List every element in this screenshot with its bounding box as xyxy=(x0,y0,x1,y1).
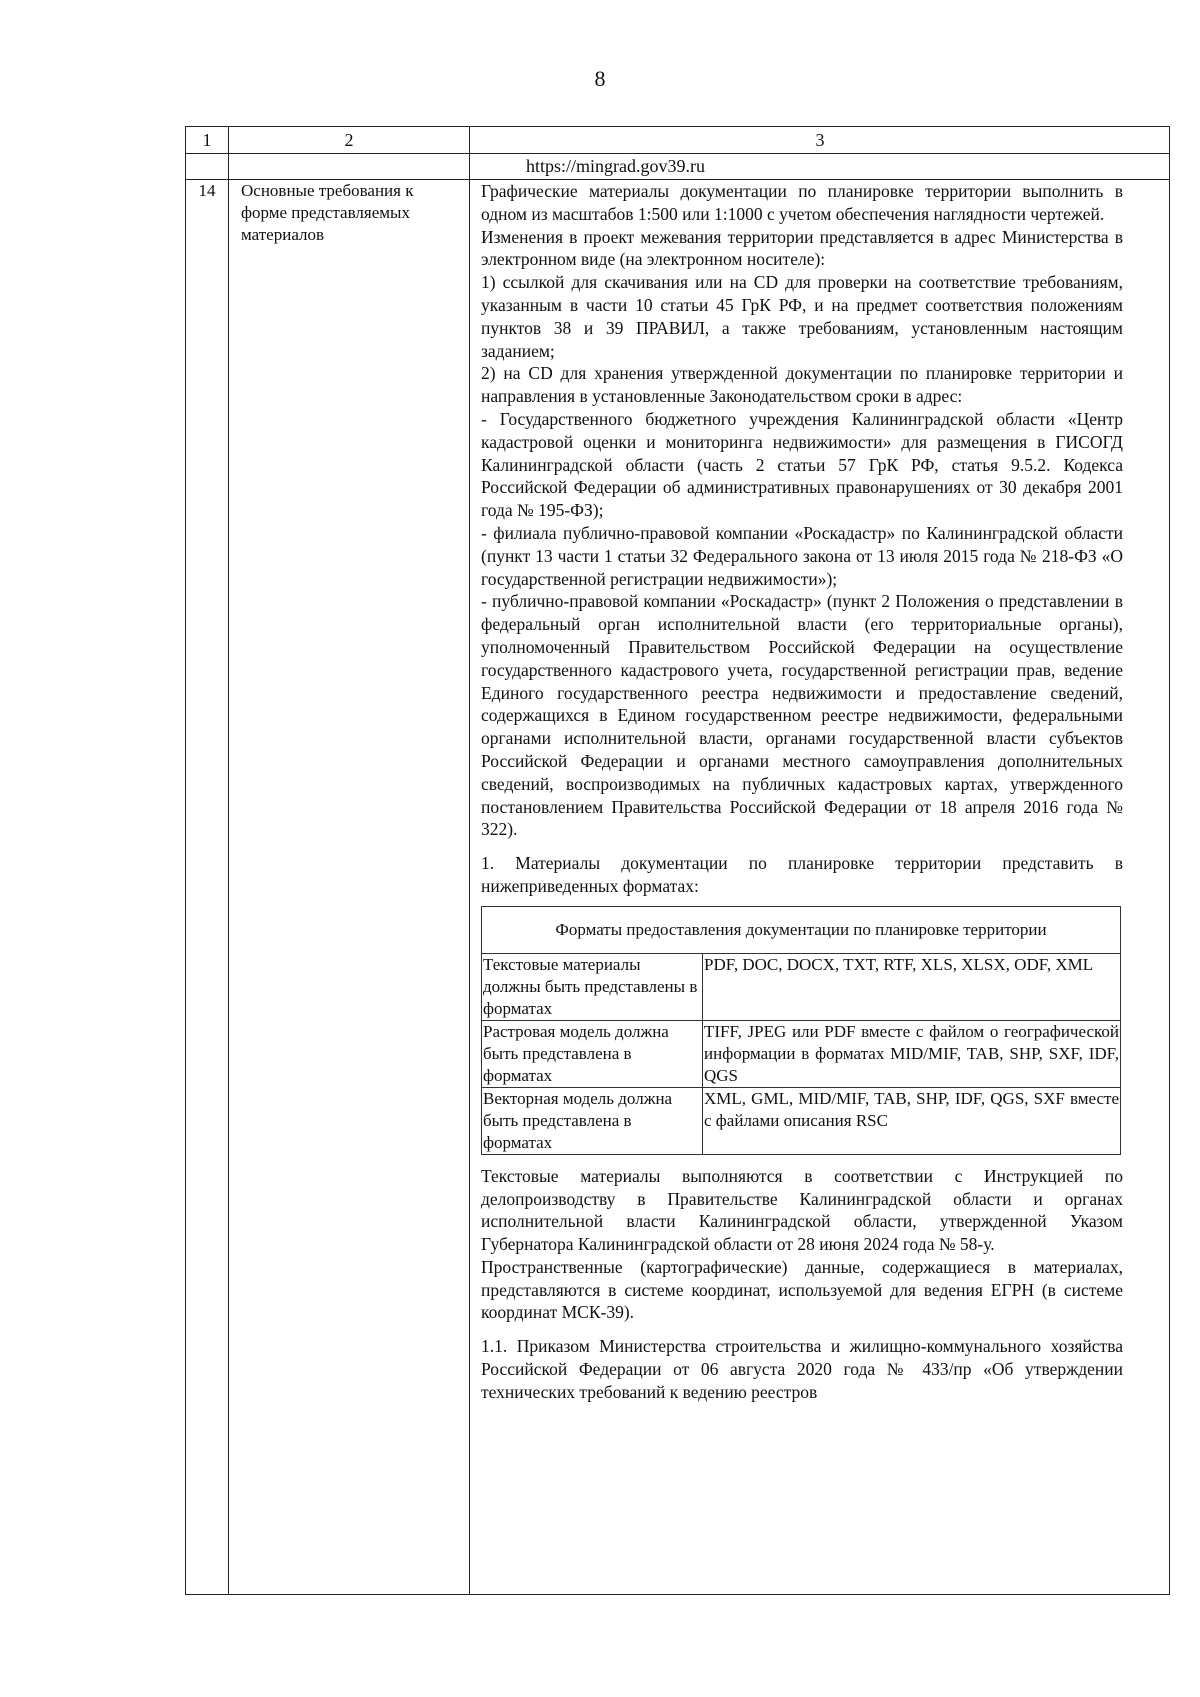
column-header-1: 1 xyxy=(202,130,212,150)
paragraph: - филиала публично-правовой компании «Роскадастр» по Калининградской области (пункт 13 части 1 статьи 32 Федерального закона от 13 июля 2015 года № 218-ФЗ «О государственной регистрации недвижимости»); xyxy=(481,522,1123,589)
paragraph: - Государственного бюджетного учреждения Калининградской области «Центр кадастровой оценки и мониторинга недвижимости» для размещения в ГИСОГД Калининградской области (часть 2 статьи 57 ГрК РФ, статья 9.5.2. Кодекса Российской Федерации об административных правонарушениях от 30 декабря 2001 года № 195-ФЗ); xyxy=(481,408,1123,521)
table-row xyxy=(482,1020,1121,1087)
format-kind: Текстовые материалы должны быть представлены в форматах xyxy=(482,953,703,1020)
format-kind: Векторная модель должна быть представлена в форматах xyxy=(482,1087,703,1154)
column-header-3: 3 xyxy=(815,130,825,150)
format-kind: Растровая модель должна быть представлена в форматах xyxy=(482,1020,703,1087)
paragraph: Графические материалы документации по планировке территории выполнить в одном из масштабов 1:500 или 1:1000 с учетом обеспечения наглядности чертежей. xyxy=(481,181,1123,224)
format-list: TIFF, JPEG или PDF вместе с файлом о географической информации в форматах MID/MIF, TAB, SHP, SXF, IDF, QGS xyxy=(703,1020,1121,1087)
table-row xyxy=(482,1087,1121,1154)
column-header-2: 2 xyxy=(344,130,354,150)
row-number: 14 xyxy=(198,181,216,200)
formats-table xyxy=(481,906,1121,1155)
format-list: XML, GML, MID/MIF, TAB, SHP, IDF, QGS, SXF вместе с файлами описания RSC xyxy=(703,1087,1121,1154)
row-label: Основные требования к форме представляемых материалов xyxy=(241,181,414,244)
paragraph: Изменения в проект межевания территории представляется в адрес Министерства в электронном виде (на электронном носителе): xyxy=(481,226,1123,270)
page-number: 8 xyxy=(594,66,606,91)
paragraph: Текстовые материалы выполняются в соответствии с Инструкцией по делопроизводству в Правительстве Калининградской области и органах исполнительной власти Калининградской области, утвержденной Указом Губернатора Калининградской области от 28 июня 2024 года № 58-у. xyxy=(481,1165,1123,1255)
format-list: PDF, DOC, DOCX, TXT, RTF, XLS, XLSX, ODF, XML xyxy=(703,953,1121,1020)
requirements-table xyxy=(185,126,1170,1595)
column-divider xyxy=(228,127,229,1594)
paragraph: 2) на CD для хранения утвержденной документации по планировке территории и направления в установленные Законодательством сроки в адрес: xyxy=(481,363,1123,407)
table-row xyxy=(482,953,1121,1020)
formats-table-title: Форматы предоставления документации по планировке территории xyxy=(482,906,1121,953)
column-divider xyxy=(469,127,470,1594)
ministry-url: https://mingrad.gov39.ru xyxy=(526,156,705,176)
formats-intro: 1. Материалы документации по планировке территории представить в нижеприведенных форматах: xyxy=(481,853,1123,896)
paragraph: 1) ссылкой для скачивания или на CD для проверки на соответствие требованиям, указанным в части 10 статьи 45 ГрК РФ, и на предмет соответствия положениям пунктов 38 и 39 ПРАВИЛ, а также требованиям, установленным настоящим заданием; xyxy=(481,272,1123,361)
paragraph: 1.1. Приказом Министерства строительства и жилищно-коммунального хозяйства Российской Федерации от 06 августа 2020 года № 433/пр «Об утверждении технических требований к ведению реестров xyxy=(481,1336,1123,1402)
row-content xyxy=(481,180,1123,1404)
paragraph: Пространственные (картографические) данные, содержащиеся в материалах, представляются в системе координат, используемой для ведения ЕГРН (в системе координат МСК-39). xyxy=(481,1256,1123,1323)
paragraph: - публично-правовой компании «Роскадастр» (пункт 2 Положения о представлении в федеральный орган исполнительной власти (его территориальные органы), уполномоченный Правительством Российской Федерации на осуществление государственного кадастрового учета, государственной регистрации прав, ведение Единого государственного реестра недвижимости и предоставление сведений, содержащихся в Едином государственном реестре недвижимости, федеральными органами исполнительной власти, органами государственной власти субъектов Российской Федерации и органами местного самоуправления дополнительных сведений, воспроизводимых на публичных кадастровых картах, утвержденного постановлением Правительства Российской Федерации от 18 апреля 2016 года № 322). xyxy=(481,591,1123,840)
